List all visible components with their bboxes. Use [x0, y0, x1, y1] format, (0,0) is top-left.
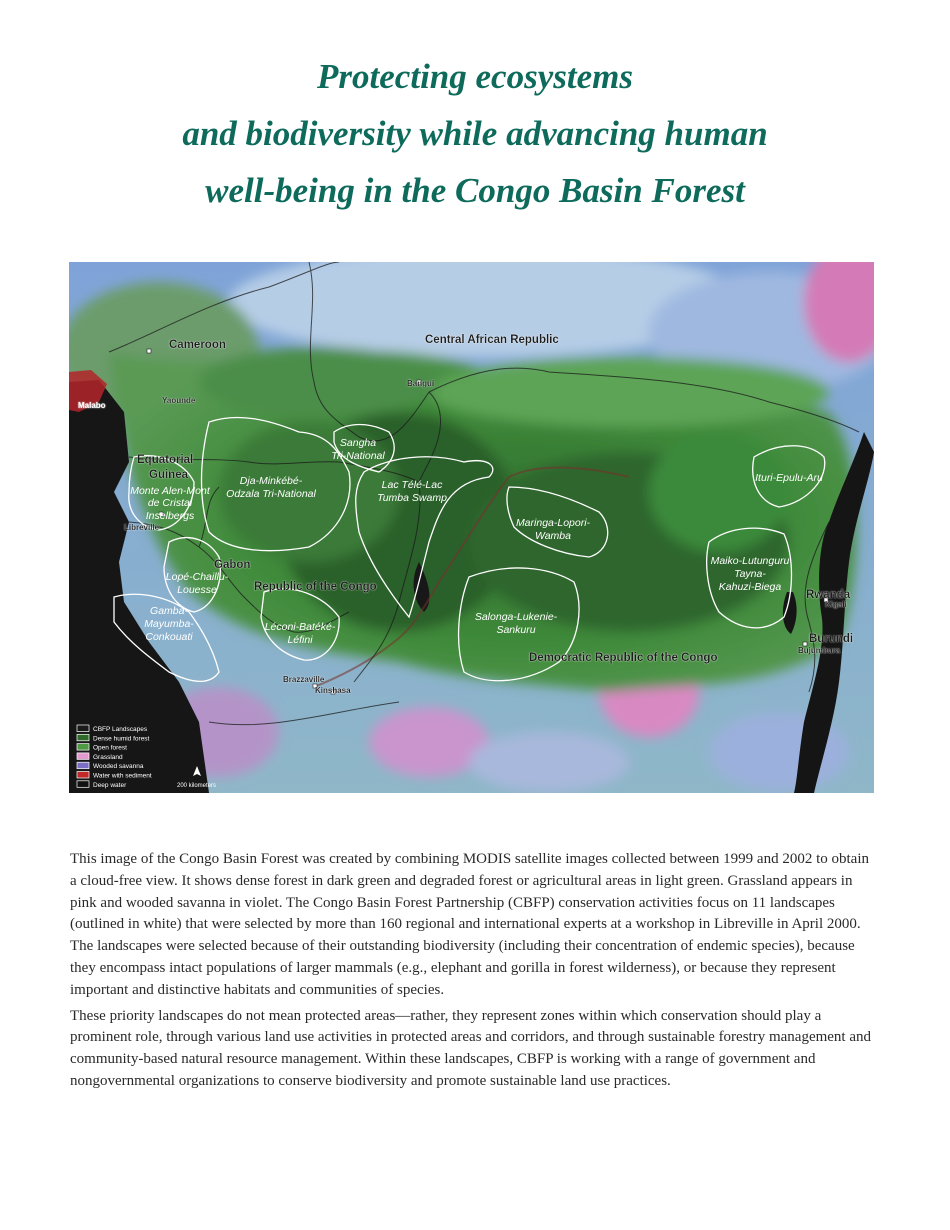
label-sangha-1: Sangha: [339, 437, 377, 449]
legend-swatch: [77, 744, 89, 751]
label-gamba-1: Gamba-: [150, 605, 188, 617]
label-monte-3: Inselbergs: [145, 510, 195, 522]
map-svg: [69, 262, 874, 793]
label-lac-2: Tumba Swamp: [377, 492, 447, 504]
label-brazzaville: Brazzaville: [283, 675, 325, 684]
scale-label: 200 kilometers: [177, 783, 217, 789]
legend-label: Grassland: [93, 753, 123, 761]
title-line-2: and biodiversity while advancing human: [182, 114, 768, 153]
label-leconi-2: Léfini: [287, 634, 313, 646]
label-rwanda: Rwanda: [806, 589, 851, 601]
label-salonga-1: Salonga-Lukenie-: [474, 611, 558, 623]
label-maiko-3: Kahuzi-Biega: [718, 581, 782, 593]
label-lope-1: Lopé-Chaillu-: [165, 571, 229, 583]
label-libreville: Libreville: [124, 523, 160, 532]
label-gabon: Gabon: [214, 559, 251, 571]
label-bujumbura: Bujumbura: [798, 646, 841, 655]
label-eq-guinea-2: Guinea: [149, 469, 188, 481]
label-maringa-1: Maringa-Lopori-: [515, 517, 591, 529]
label-eq-guinea-1: Equatorial: [137, 454, 194, 466]
page-title: [0, 48, 950, 219]
legend-swatch: [77, 753, 89, 760]
legend-swatch: [77, 772, 89, 779]
label-burundi: Burundi: [809, 633, 854, 645]
label-leconi-1: Léconi-Batéké-: [264, 621, 336, 633]
label-gamba-2: Mayumba-: [144, 618, 194, 630]
label-yaounde: Yaounde: [162, 396, 196, 405]
label-malabo: Malabo: [78, 401, 106, 410]
label-cameroon: Cameroon: [169, 339, 226, 351]
legend-swatch: [77, 762, 89, 769]
label-kinshasa: Kinshasa: [315, 686, 351, 695]
paragraph-1: This image of the Congo Basin Forest was created by combining MODIS satellite images collected between 1999 and 2002 to obtain a cloud-free view. It shows dense forest in dark green and degraded forest or agricultural areas in light green. Grassland appears in pink and wooded savanna in violet. The Congo Basin Forest Partnership (CBFP) conservation activities focus on 11 landscapes (outlined in white) that were selected by more than 160 regional and international experts at a workshop in Libreville in April 2000. The landscapes were selected because of their outstanding biodiversity (including their concentration of endemic species), because they encompass intact populations of larger mammals (e.g., elephant and gorilla in forest wilderness), or because they represent important and distinctive habitats and communities of species.: [70, 851, 869, 998]
label-sangha-2: Tri-National: [331, 450, 385, 462]
label-lope-2: Louesse: [177, 584, 217, 596]
label-monte-1: Monte Alen-Mont: [130, 485, 210, 497]
legend-label: CBFP Landscapes: [93, 726, 148, 733]
label-ituri: Ituri-Epulu-Aru: [755, 472, 823, 484]
label-monte-2: de Cristal: [147, 497, 193, 509]
body-text: [70, 849, 875, 1097]
title-line-3: well-being in the Congo Basin Forest: [205, 171, 745, 210]
label-bangui: Bangui: [407, 379, 435, 388]
label-dja-1: Dja-Minkébé-: [239, 475, 303, 487]
title-line-1: Protecting ecosystems: [317, 57, 633, 96]
satellite-map: [69, 262, 874, 793]
legend-swatch: [77, 734, 89, 741]
legend-label: Open forest: [93, 744, 127, 752]
legend-label: Wooded savanna: [93, 763, 144, 771]
label-kigali: Kigali: [825, 600, 847, 609]
label-salonga-2: Sankuru: [496, 624, 536, 636]
paragraph-2: These priority landscapes do not mean protected areas—rather, they represent zones within which conservation should play a prominent role, through various land use activities in protected areas and corridors, and through sustainable forestry management and community-based natural resource management. Within these landscapes, CBFP is working with a range of government and nongovernmental organizations to conserve biodiversity and promote sustainable land use practices.: [70, 1007, 872, 1089]
label-gamba-3: Conkouati: [145, 631, 193, 643]
legend-swatch: [77, 781, 89, 788]
label-dja-2: Odzala Tri-National: [226, 488, 316, 500]
label-roc: Republic of the Congo: [254, 581, 377, 593]
label-maiko-1: Maiko-Lutunguru: [710, 555, 790, 567]
legend-label: Water with sediment: [93, 772, 152, 780]
legend-label: Dense humid forest: [93, 735, 150, 743]
label-maiko-2: Tayna-: [734, 568, 766, 580]
label-lac-1: Lac Télé-Lac: [381, 479, 443, 491]
legend-label: Deep water: [93, 781, 127, 789]
legend-swatch: [77, 725, 89, 732]
label-drc: Democratic Republic of the Congo: [529, 652, 718, 664]
label-maringa-2: Wamba: [535, 530, 571, 542]
label-car: Central African Republic: [425, 334, 559, 346]
